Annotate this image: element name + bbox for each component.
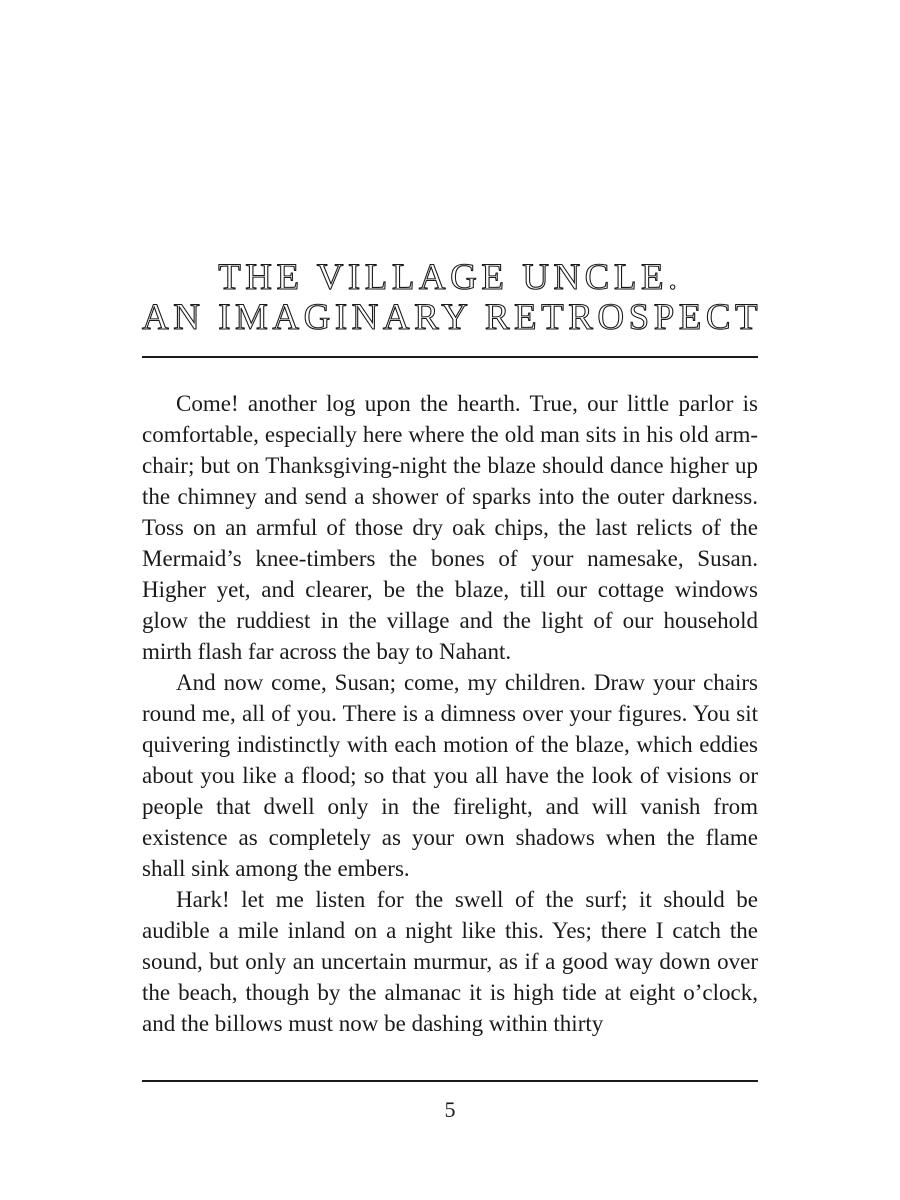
paragraph-1: Come! another log upon the hearth. True, our little parlor is comfortable, especially here where the old man sits in his old arm-chair; but on Thanksgiving-night the blaze should dance higher up the chimney and send a shower of sparks into the outer darkness. Toss on an armful of those dry oak chips, the last relicts of the Mermaid’s knee-timbers the bones of your namesake, Susan. Higher yet, and clearer, be the blaze, till our cottage windows glow the ruddiest in the village and the light of our household mirth flash far across the bay to Nahant. — [142, 391, 758, 664]
footer-divider — [142, 1080, 758, 1082]
title-divider — [142, 356, 758, 358]
paragraph-3: Hark! let me listen for the swell of the surf; it should be audible a mile inland on a night like this. Yes; there I catch the sound, but only an uncertain murmur, as if a good way down over the beach, though by the almanac it is high tide at eight o’clock, and the billows must now be dashing within thirty — [142, 887, 758, 1036]
chapter-title — [142, 257, 763, 338]
chapter-body — [142, 388, 758, 1039]
page-number: 5 — [444, 1097, 456, 1122]
chapter-title-line-2: AN IMAGINARY RETROSPECT — [142, 297, 763, 338]
chapter-title-line-1: THE VILLAGE UNCLE. — [218, 257, 682, 298]
paragraph-2: And now come, Susan; come, my children. Draw your chairs round me, all of you. There is a dimness over your figures. You sit quivering indistinctly with each motion of the blaze, which eddies about you like a flood; so that you all have the look of visions or people that dwell only in the firelight, and will vanish from existence as completely as your own shadows when the flame shall sink among the embers. — [142, 670, 758, 881]
